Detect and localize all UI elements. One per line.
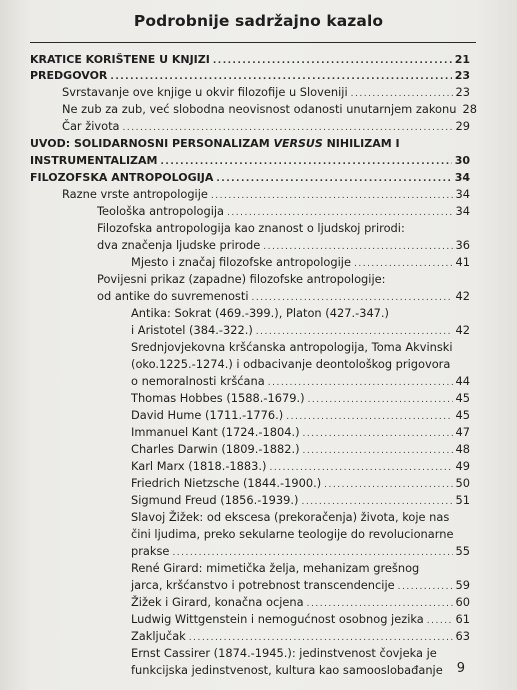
toc-entry-title: Charles Darwin (1809.-1882.) (131, 442, 300, 456)
toc-entry-title: prakse (131, 544, 170, 558)
dot-leader (227, 206, 452, 221)
toc-entry (131, 561, 419, 576)
dot-leader (286, 410, 452, 425)
toc-entry-page: 59 (455, 578, 470, 592)
toc-entry-page: 61 (455, 612, 470, 626)
toc-entry-title: Slavoj Žižek: od ekscesa (prekoračenja) života, koje nas (131, 510, 450, 524)
toc-entry-title: jarca, kršćanstvo i potrebnost transcendencije (131, 578, 395, 592)
dot-leader (301, 495, 452, 510)
toc-entry-page: 36 (455, 238, 470, 252)
toc-entry-title: Žižek i Girard, konačna ocjena (131, 595, 304, 609)
toc-entry (97, 272, 385, 287)
dot-leader (110, 70, 451, 85)
toc-entry-title: od antike do suvremenosti (97, 289, 249, 303)
toc-entry-title: PREDGOVOR (30, 69, 108, 82)
dot-leader (303, 427, 453, 442)
dot-leader (398, 580, 453, 595)
toc-entry-title: o nemoralnosti kršćana (131, 374, 265, 388)
toc-entry (131, 391, 470, 408)
toc-entry-page: 55 (455, 544, 470, 558)
toc-entry-title: (oko.1225.-1274.) i odbacivanje deontološkog prigovora (131, 357, 451, 371)
toc-entry (131, 493, 470, 510)
page-number: 9 (456, 661, 465, 676)
toc-entry (30, 68, 470, 85)
dot-leader (303, 444, 453, 459)
dot-leader (351, 87, 453, 102)
toc-entry (131, 374, 470, 391)
toc-entry (62, 187, 470, 204)
toc-entry (131, 255, 470, 272)
toc-entry-title: čini ljudima, preko sekularne teologije do revolucionarne (131, 527, 454, 541)
toc-entry-title: i Aristotel (384.-322.) (131, 323, 253, 337)
toc-entry-title: Razne vrste antropologije (62, 187, 208, 201)
toc-entry-title: Povijesni prikaz (zapadne) filozofske antropologije: (97, 272, 386, 286)
toc-entry (97, 238, 470, 255)
toc-entry (131, 323, 470, 340)
toc-entry (131, 646, 437, 661)
toc-entry-title: Svrstavanje ove knjige u okvir filozofije u Sloveniji (62, 85, 348, 99)
toc-entry-title-italic: VERSUS (269, 137, 327, 150)
toc-entry (131, 425, 470, 442)
toc-entry-page: 49 (455, 459, 470, 473)
toc-entry (131, 595, 470, 612)
toc-entry-title: Filozofska antropologija kao znanost o ljudskoj prirodi: (97, 221, 405, 235)
toc-entry-page: 34 (455, 204, 470, 218)
toc-entry-page: 28 (462, 102, 477, 116)
toc-entry-title: Ludwig Wittgenstein i nemogućnost osobnog jezika (131, 612, 424, 626)
dot-leader (269, 461, 452, 476)
toc-entry (131, 578, 470, 595)
toc-entry-page: 34 (455, 187, 470, 201)
toc-entry-page: 41 (455, 255, 470, 269)
dot-leader (427, 614, 453, 629)
toc-entry-title: René Girard: mimetička želja, mehanizam grešnog (131, 561, 420, 575)
toc-entry (131, 340, 453, 355)
toc-entry (131, 408, 470, 425)
toc-entry-page: 50 (455, 476, 470, 490)
toc-entry-page: 42 (455, 323, 470, 337)
dot-leader (161, 155, 452, 170)
toc-entry (62, 102, 477, 119)
toc-entry-title: Ernst Cassirer (1874.-1945.): jedinstvenost čovjeka je (131, 646, 437, 660)
toc-entry (131, 663, 443, 678)
dot-leader (268, 376, 453, 391)
toc-entry-title: Srednjovjekovna kršćanska antropologija, Toma Akvinski (131, 340, 453, 354)
toc-entry-page: 23 (455, 85, 470, 99)
dot-leader (324, 478, 452, 493)
toc-entry-title: INSTRUMENTALIZAM (30, 154, 158, 167)
toc-entry-title: FILOZOFSKA ANTROPOLOGIJA (30, 171, 214, 184)
toc-entry-page: 47 (455, 425, 470, 439)
toc-entry (131, 306, 389, 321)
toc-entry-title: funkcijska jedinstvenost, kultura kao samooslobađanje (131, 663, 443, 677)
toc-entry-page: 34 (454, 171, 470, 184)
toc-entry-page: 48 (455, 442, 470, 456)
dot-leader (354, 257, 453, 272)
toc-entry (131, 459, 470, 476)
toc-entry-page: 21 (454, 53, 470, 66)
toc-entry (30, 153, 470, 170)
toc-entry-page: 51 (455, 493, 470, 507)
toc-entry-page: 42 (455, 289, 470, 303)
dot-leader (263, 240, 452, 255)
toc-entry-page: 63 (455, 629, 470, 643)
toc-entry (30, 52, 470, 69)
dot-leader (307, 597, 453, 612)
toc-entry (131, 442, 470, 459)
toc-entry-title-cont: NIHILIZAM I (326, 137, 400, 150)
toc-entry-title: KRATICE KORIŠTENE U KNJIZI (30, 53, 210, 66)
toc-entry-title: Karl Marx (1818.-1883.) (131, 459, 267, 473)
dot-leader (308, 393, 453, 408)
toc-entry-title: Čar života (62, 119, 120, 133)
toc-entry (131, 527, 453, 542)
toc-entry (131, 476, 470, 493)
dot-leader (211, 189, 453, 204)
dot-leader (123, 121, 453, 136)
toc-entry (97, 221, 405, 236)
toc-entry-title: Friedrich Nietzsche (1844.-1900.) (131, 476, 322, 490)
toc-entry-title: Ne zub za zub, već slobodna neovisnost odanosti unutarnjem zakonu (62, 102, 457, 116)
toc-entry (97, 289, 470, 306)
toc-entry (30, 136, 400, 151)
toc-entry (131, 510, 449, 525)
toc-entry-page: 44 (455, 374, 470, 388)
dot-leader (251, 291, 452, 306)
toc-entry-page: 45 (455, 408, 470, 422)
dot-leader (216, 172, 451, 187)
toc-entry (131, 612, 470, 629)
dot-leader (189, 631, 453, 646)
toc-entry-title: David Hume (1711.-1776.) (131, 408, 284, 422)
toc-entry-title: UVOD: SOLIDARNOSNI PERSONALIZAM (30, 137, 270, 150)
toc-entry-title: Teološka antropologija (97, 204, 225, 218)
dot-leader (213, 54, 452, 69)
toc-entry (131, 544, 470, 561)
toc-entry (97, 204, 470, 221)
toc-entry-title: dva značenja ljudske prirode (97, 238, 261, 252)
toc-entry-page: 23 (454, 69, 470, 82)
toc-entry (62, 119, 470, 136)
toc-entry-page: 45 (455, 391, 470, 405)
title-divider (30, 42, 476, 43)
toc-entry-title: Thomas Hobbes (1588.-1679.) (131, 391, 305, 405)
toc-entry (30, 170, 470, 187)
dot-leader (172, 546, 452, 561)
toc-entry-title: Immanuel Kant (1724.-1804.) (131, 425, 300, 439)
toc-entry (131, 357, 450, 372)
toc-entry (131, 629, 470, 646)
toc-entry-title: Antika: Sokrat (469.-399.), Platon (427.-347.) (131, 306, 389, 320)
toc-entry-title: Zaključak (131, 629, 186, 643)
toc-entry-page: 60 (455, 595, 470, 609)
page-title: Podrobnije sadržajno kazalo (133, 12, 384, 30)
toc-entry-page: 29 (455, 119, 470, 133)
toc-entry-title: Mjesto i značaj filozofske antropologije (131, 255, 351, 269)
toc-entry-title: Sigmund Freud (1856.-1939.) (131, 493, 299, 507)
toc-entry (62, 85, 470, 102)
dot-leader (256, 325, 453, 340)
toc-entry-page: 30 (454, 154, 470, 167)
